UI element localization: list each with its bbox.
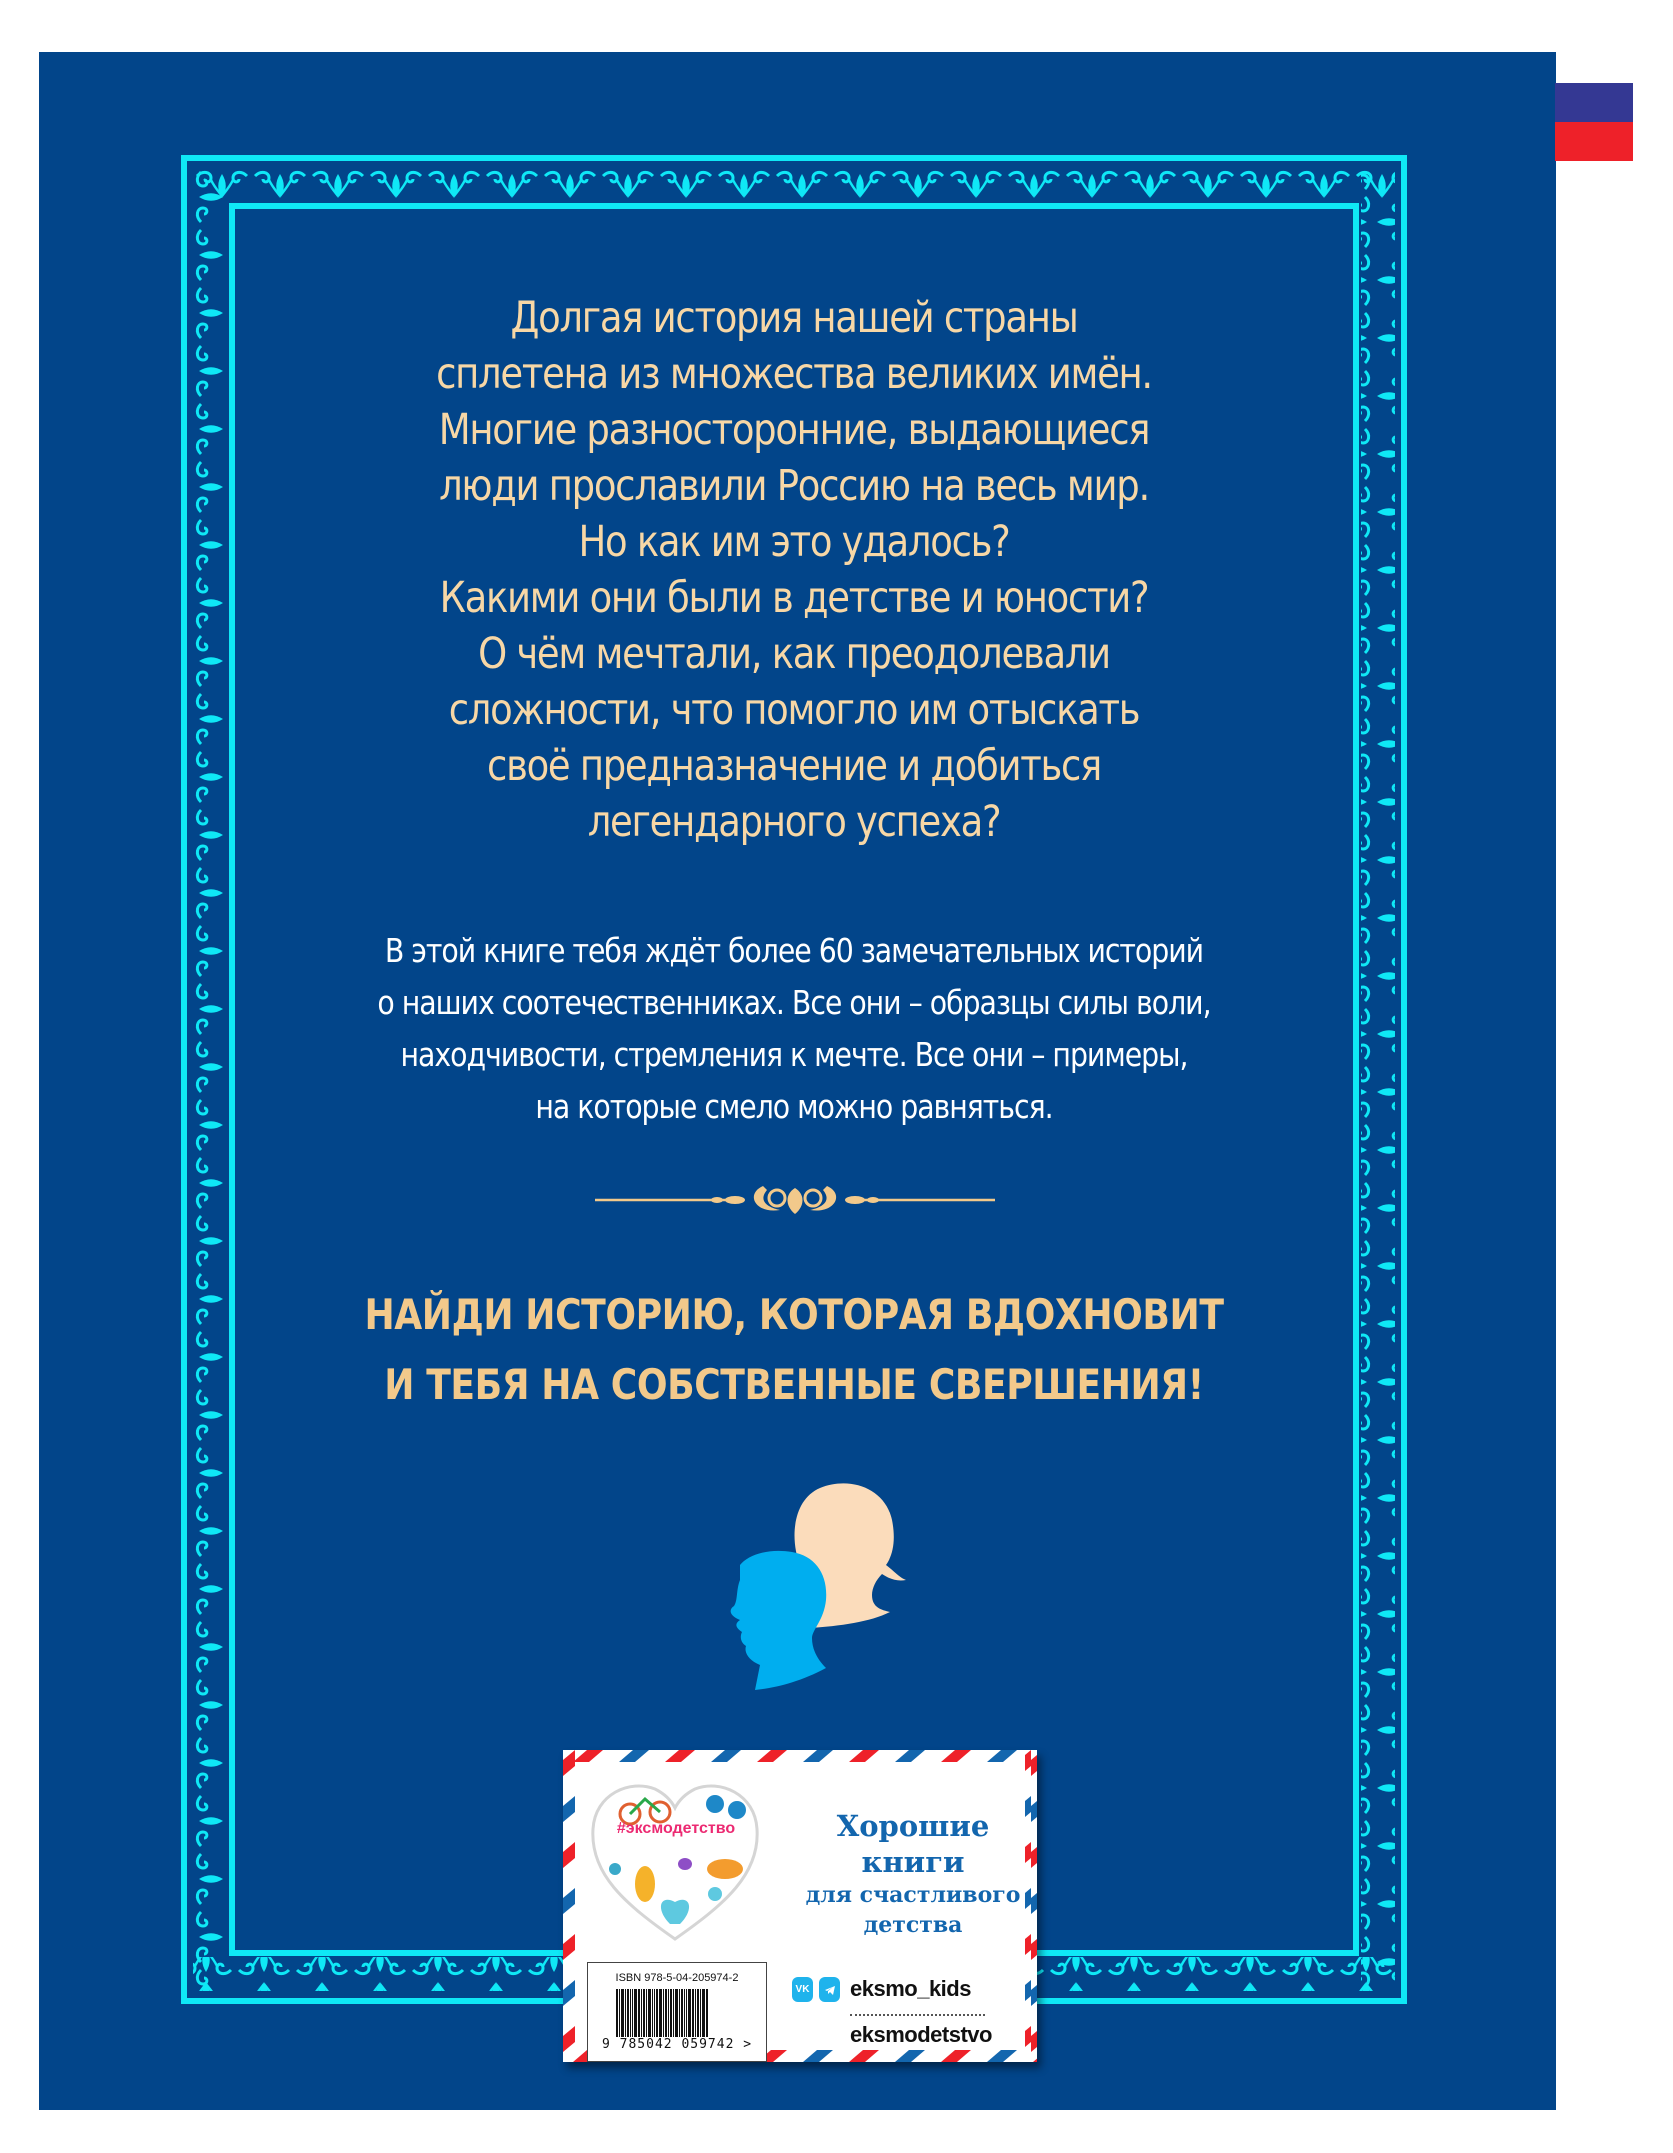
- telegram-icon: [819, 1977, 840, 2002]
- social-handle-kids: eksmo_kids: [850, 1976, 971, 2001]
- flag-stripe-red: [1555, 122, 1633, 161]
- slogan-line: детства: [863, 1912, 963, 1938]
- cta-line: И ТЕБЯ НА СОБСТВЕННЫЕ СВЕРШЕНИЯ!: [384, 1360, 1204, 1409]
- vk-icon: VK: [792, 1977, 813, 2002]
- boy-silhouette-icon: [731, 1551, 827, 1690]
- intro-line: О чём мечтали, как преодолевали: [478, 629, 1110, 679]
- intro-line: легендарного успеха?: [587, 797, 1001, 847]
- intro-line: сплетена из множества великих имён.: [436, 349, 1152, 399]
- intro-line: Но как им это удалось?: [578, 517, 1010, 567]
- intro-line: люди прославили Россию на весь мир.: [439, 461, 1149, 511]
- social-icons: [792, 1977, 840, 2002]
- dotted-separator: [850, 2014, 985, 2016]
- barcode-icon: [616, 1989, 746, 2037]
- intro-line: своё предназначение и добиться: [487, 741, 1101, 791]
- flourish-divider-icon: [595, 1180, 995, 1220]
- description-paragraph: [308, 925, 1280, 1133]
- social-handle-detstvo: eksmodetstvo: [850, 2022, 992, 2047]
- intro-line: Какими они были в детстве и юности?: [439, 573, 1149, 623]
- flag-stripe-blue: [1555, 83, 1633, 122]
- russian-flag-tab: [1555, 83, 1633, 161]
- heart-logo-icon: [585, 1774, 765, 1944]
- publisher-sticker: [563, 1750, 1037, 2062]
- intro-line: Многие разносторонние, выдающиеся: [438, 405, 1150, 455]
- call-to-action-heading: [308, 1280, 1280, 1420]
- intro-line: Долгая история нашей страны: [510, 293, 1078, 343]
- child-silhouettes-illustration: [700, 1460, 960, 1700]
- slogan-line: для счастливого: [805, 1882, 1021, 1908]
- description-line: В этой книге тебя ждёт более 60 замечательных историй: [384, 931, 1204, 970]
- publisher-slogan: [803, 1808, 1023, 1940]
- isbn-label: ISBN 978-5-04-205974-2: [615, 1972, 739, 1984]
- hashtag-label: #эксмодетство: [616, 1820, 736, 1837]
- description-line: на которые смело можно равняться.: [535, 1087, 1053, 1126]
- slogan-line: книги: [861, 1845, 965, 1879]
- description-line: о наших соотечественниках. Все они – образцы силы воли,: [377, 983, 1211, 1022]
- intro-paragraph: [308, 290, 1280, 850]
- description-line: находчивости, стремления к мечте. Все они – примеры,: [400, 1035, 1188, 1074]
- slogan-line: Хорошие: [836, 1809, 990, 1843]
- intro-line: сложности, что помогло им отыскать: [448, 685, 1140, 735]
- isbn-barcode-box: [587, 1962, 767, 2062]
- barcode-number: 9 785042 059742 >: [602, 2037, 753, 2052]
- cta-line: НАЙДИ ИСТОРИЮ, КОТОРАЯ ВДОХНОВИТ: [364, 1290, 1224, 1339]
